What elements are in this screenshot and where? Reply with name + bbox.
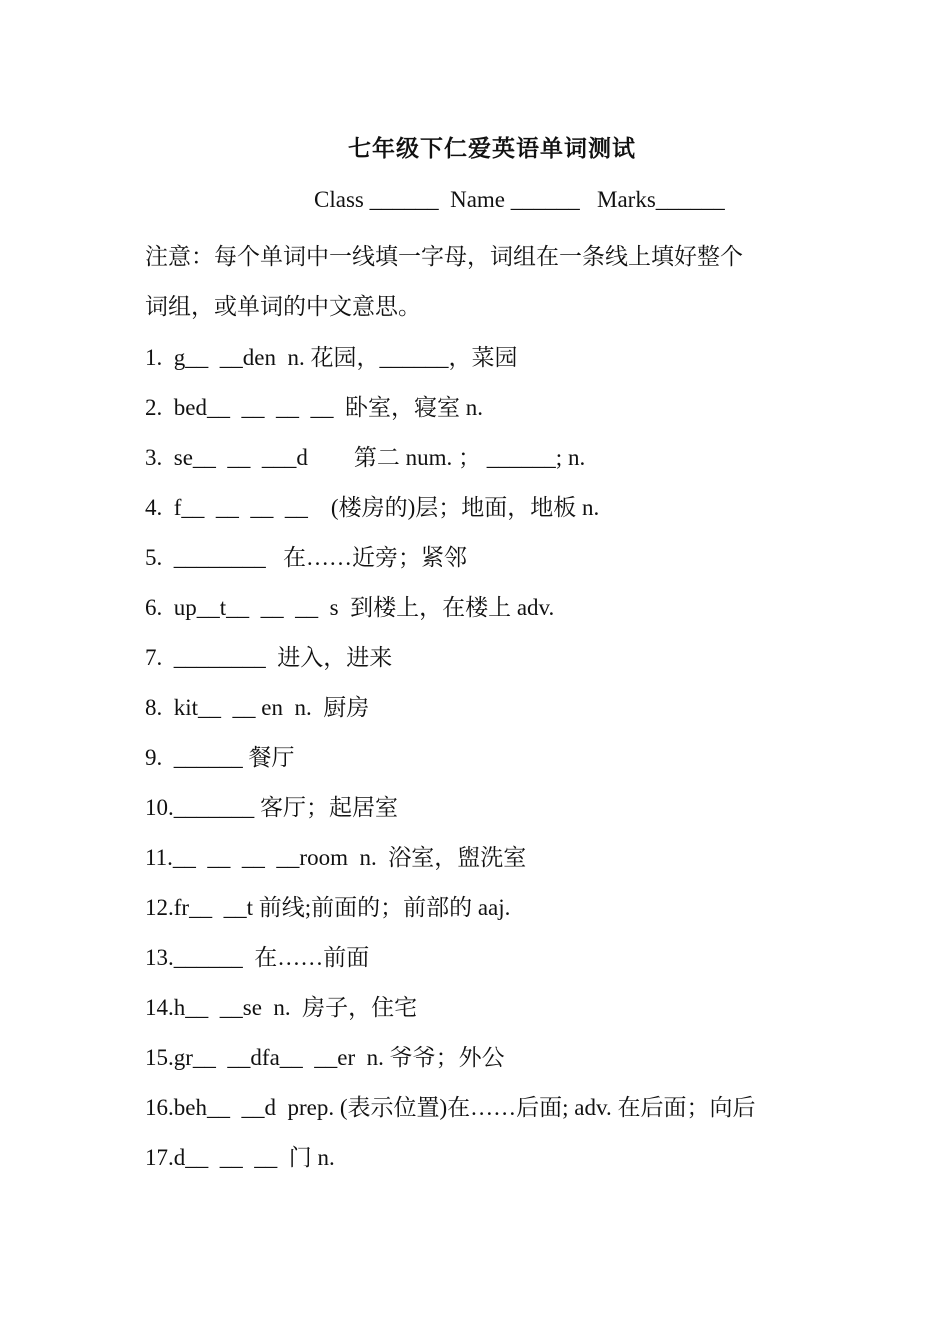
question-item: [145, 633, 815, 683]
question-item: [145, 1133, 815, 1183]
question-text: __ __ __ __room n. 浴室，盥洗室: [172, 845, 527, 870]
question-item: [145, 1033, 815, 1083]
question-number: 12.: [145, 895, 174, 920]
question-text: ______ 在……前面: [173, 945, 370, 970]
question-text: ______ 餐厅: [173, 745, 295, 770]
question-text: ________ 在……近旁；紧邻: [173, 545, 467, 570]
question-text: bed__ __ __ __ 卧室，寝室 n.: [173, 395, 483, 420]
question-text: kit__ __ en n. 厨房: [173, 695, 370, 720]
question-item: [145, 583, 815, 633]
question-number: 14.: [145, 995, 174, 1020]
question-text: f__ __ __ __ (楼房的)层；地面，地板 n.: [173, 495, 600, 520]
question-number: 4.: [145, 495, 174, 520]
note-line: 注意：每个单词中一线填一字母，词组在一条线上填好整个: [145, 244, 743, 269]
question-text: _______ 客厅；起居室: [173, 795, 398, 820]
question-item: [145, 933, 815, 983]
question-item: [145, 733, 815, 783]
question-list: [145, 333, 815, 1183]
question-number: 11.: [145, 845, 173, 870]
question-item: [145, 333, 815, 383]
instructions-note: [145, 232, 815, 332]
question-text: up__t__ __ __ s 到楼上，在楼上 adv.: [173, 595, 555, 620]
question-item: [145, 1083, 815, 1133]
question-item: [145, 533, 815, 583]
question-item: [145, 833, 815, 883]
question-number: 2.: [145, 395, 174, 420]
question-item: [145, 983, 815, 1033]
question-number: 9.: [145, 745, 174, 770]
question-item: [145, 383, 815, 433]
question-text: beh__ __d prep. (表示位置)在……后面; adv. 在后面；向后: [173, 1095, 756, 1120]
question-text: se__ __ ___d 第二 num. ； ______; n.: [173, 445, 586, 470]
question-number: 1.: [145, 345, 174, 370]
question-text: gr__ __dfa__ __er n. 爷爷；外公: [173, 1045, 505, 1070]
question-number: 6.: [145, 595, 174, 620]
question-text: fr__ __t 前线;前面的；前部的 aaj.: [173, 895, 511, 920]
question-number: 17.: [145, 1145, 174, 1170]
class-name-marks-line: Class ______ Name ______ Marks______: [314, 187, 725, 212]
question-text: h__ __se n. 房子，住宅: [173, 995, 418, 1020]
page-title: 七年级下仁爱英语单词测试: [348, 136, 636, 161]
question-text: g__ __den n. 花园，______，菜园: [173, 345, 518, 370]
question-number: 15.: [145, 1045, 174, 1070]
question-item: [145, 683, 815, 733]
question-item: [145, 783, 815, 833]
question-number: 13.: [145, 945, 174, 970]
question-text: d__ __ __ 门 n.: [173, 1145, 335, 1170]
question-text: ________ 进入，进来: [173, 645, 393, 670]
question-number: 16.: [145, 1095, 174, 1120]
note-line: 词组，或单词的中文意思。: [145, 294, 421, 319]
question-number: 7.: [145, 645, 174, 670]
question-number: 5.: [145, 545, 174, 570]
question-item: [145, 483, 815, 533]
question-item: [145, 883, 815, 933]
question-item: [145, 433, 815, 483]
question-number: 8.: [145, 695, 174, 720]
question-number: 10.: [145, 795, 174, 820]
question-number: 3.: [145, 445, 174, 470]
